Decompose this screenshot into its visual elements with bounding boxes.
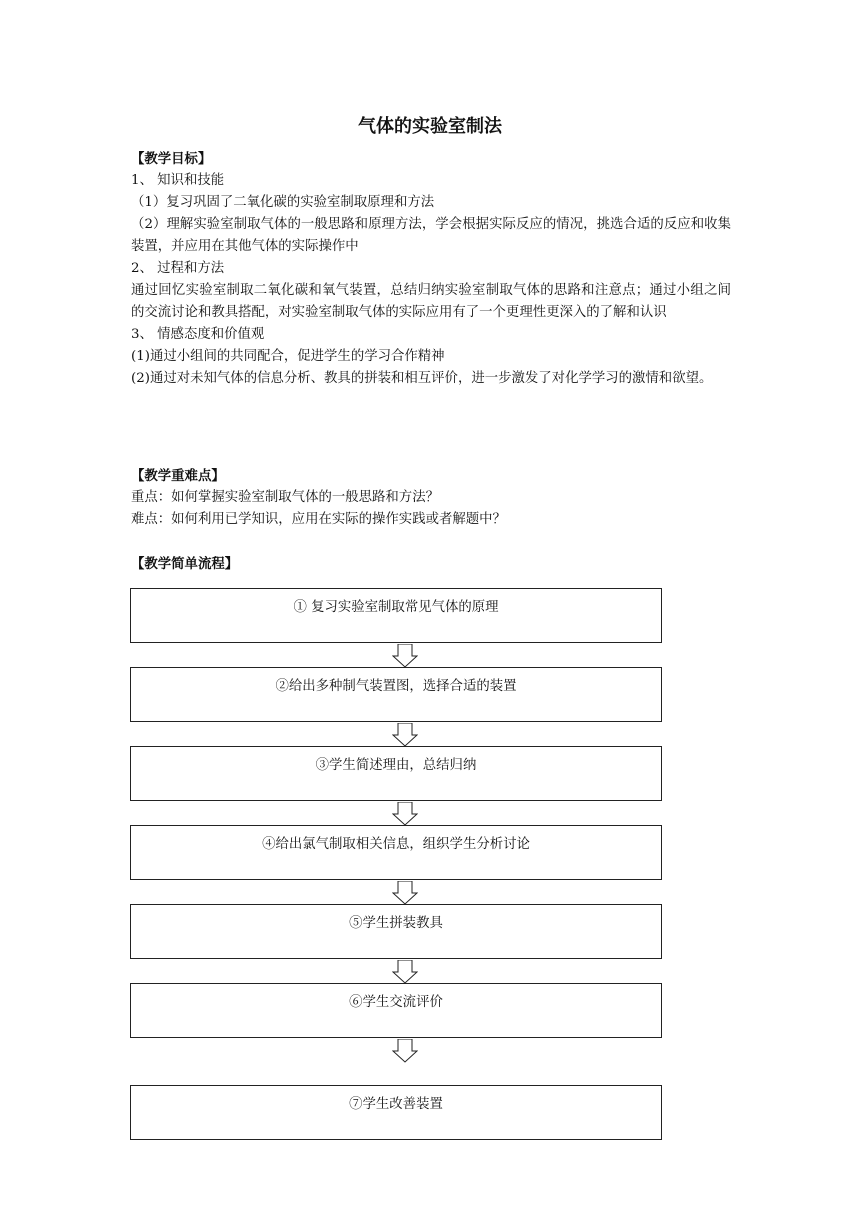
- flow-step-5: ⑤学生拼装教具: [130, 904, 662, 959]
- down-arrow-icon: [392, 723, 418, 747]
- goal1-heading: 1、 知识和技能: [131, 173, 225, 188]
- goal1-item2: （2）理解实验室制取气体的一般思路和原理方法，学会根据实际反应的情况，挑选合适的反应和收集装置，并应用在其他气体的实际操作中: [131, 217, 731, 254]
- page-title: 气体的实验室制法: [358, 116, 502, 137]
- down-arrow-icon: [392, 1039, 418, 1063]
- flow-step-1: ① 复习实验室制取常见气体的原理: [130, 588, 662, 643]
- goal3-item2: (2)通过对未知气体的信息分析、教具的拼装和相互评价，进一步激发了对化学学习的激情和欲望。: [131, 371, 713, 386]
- flow-heading: 【教学简单流程】: [131, 556, 239, 572]
- keypoints-heading: 【教学重难点】: [131, 468, 225, 484]
- goal3-item1: (1)通过小组间的共同配合，促进学生的学习合作精神: [131, 349, 445, 364]
- goal2-text: 通过回忆实验室制取二氧化碳和氧气装置，总结归纳实验室制取气体的思路和注意点；通过小组之间的交流讨论和教具搭配，对实验室制取气体的实际应用有了一个更理性更深入的了解和认识: [131, 283, 731, 320]
- down-arrow-icon: [392, 644, 418, 668]
- goal2-heading: 2、 过程和方法: [131, 261, 225, 276]
- down-arrow-icon: [392, 960, 418, 984]
- flow-step-6: ⑥学生交流评价: [130, 983, 662, 1038]
- goal3-heading: 3、 情感态度和价值观: [131, 327, 265, 342]
- flow-step-3: ③学生简述理由，总结归纳: [130, 746, 662, 801]
- flow-step-7: ⑦学生改善装置: [130, 1085, 662, 1140]
- flow-step-2: ②给出多种制气装置图，选择合适的装置: [130, 667, 662, 722]
- difficulty-text: 难点：如何利用已学知识，应用在实际的操作实践或者解题中？: [131, 512, 506, 527]
- flow-section: [131, 553, 731, 575]
- keypoints-section: [131, 465, 731, 531]
- flow-step-4: ④给出氯气制取相关信息，组织学生分析讨论: [130, 825, 662, 880]
- goals-heading: 【教学目标】: [131, 151, 212, 167]
- down-arrow-icon: [392, 802, 418, 826]
- down-arrow-icon: [392, 881, 418, 905]
- keypoint-text: 重点：如何掌握实验室制取气体的一般思路和方法？: [131, 490, 439, 505]
- goal1-item1: （1）复习巩固了二氧化碳的实验室制取原理和方法: [131, 195, 435, 210]
- goals-section: [131, 148, 731, 390]
